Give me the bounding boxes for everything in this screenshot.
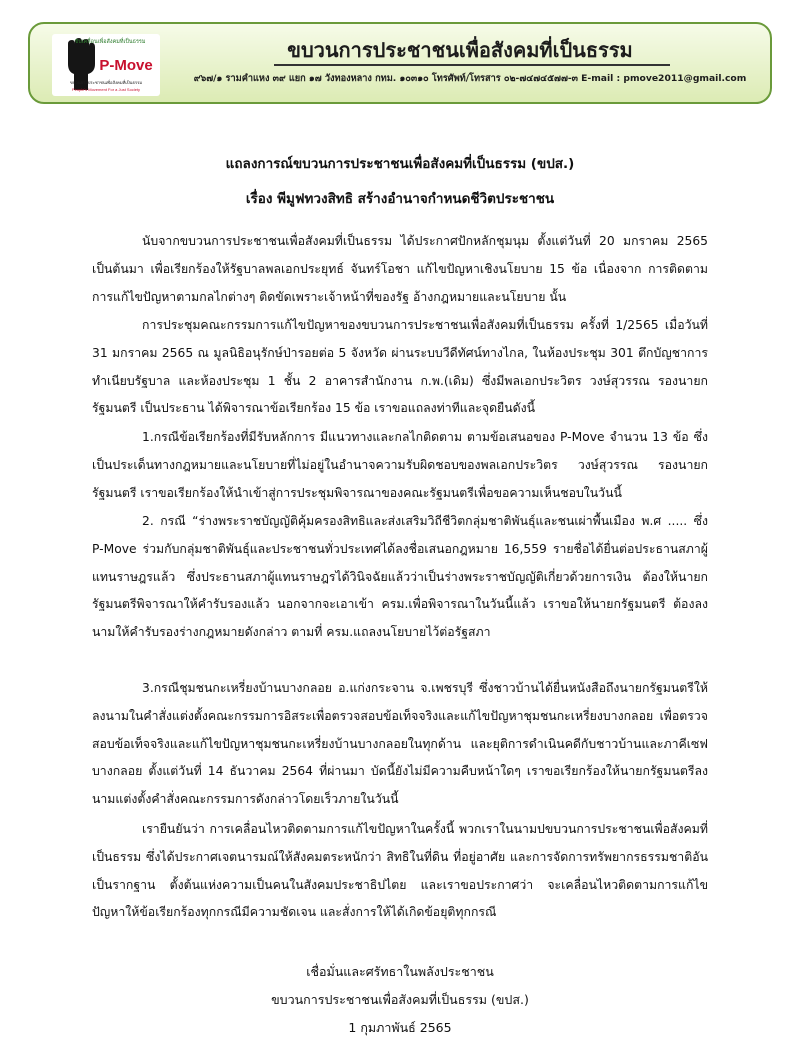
paragraph-point-2: 2. กรณี “ร่างพระราชบัญญัติคุ้มครองสิทธิและส่งเสริมวิถีชีวิตกลุ่มชาติพันธุ์และชนเผ่าพื้นเมือง พ.ศ ..... ซึ่ง P-Move ร่วมกับกลุ่มชาติพันธุ์และประชาชนทั่วประเทศได้ลงชื่อเสนอกฎหมาย 16,559 รายชื่อได้ยื่นต่อประธานสภาผู้แทนราษฎรแล้ว ซึ่งประธานสภาผู้แทนราษฎรได้วินิจฉัยแล้วว่าเป็นร่างพระราชบัญญัติเกี่ยวด้วยการเงิน ต้องให้นายกรัฐมนตรีพิจารณาให้คำรับรองแล้ว นอกจากจะเอาเข้า ครม.เพื่อพิจารณาในวันนี้แล้ว เราขอให้นายกรัฐมนตรี ต้องลงนามให้คำรับรองร่างกฎหมายดังกล่าว ตามที่ ครม.แถลงนโยบายไว้ต่อรัฐสภา — [92, 514, 708, 640]
statement-subject: เรื่อง พีมูฟทวงสิทธิ สร้างอำนาจกำหนดชีวิตประชาชน — [245, 191, 555, 207]
paragraph-point-1: 1.กรณีข้อเรียกร้องที่มีรับหลักการ มีแนวทางและกลไกติดตาม ตามข้อเสนอของ P-Move จำนวน 13 ข้อ ซึ่งเป็นประเด็นทางกฎหมายและนโยบายที่ไม่อยู่ในอำนาจความรับผิดชอบของพลเอกประวิตร วงษ์สุวรรณ รองนายกรัฐมนตรี เราขอเรียกร้องให้นำเข้าสู่การประชุมพิจารณาของคณะรัฐมนตรีเพื่อขอความเห็นชอบในวันนี้ — [92, 430, 708, 500]
logo-arc-text: ขับเคลื่อนเพื่อสังคมที่เป็นธรรม — [74, 39, 146, 45]
logo-name: P-Move — [99, 57, 153, 74]
letterhead — [28, 22, 772, 104]
paragraph-meeting: การประชุมคณะกรรมการแก้ไขปัญหาของขบวนการประชาชนเพื่อสังคมที่เป็นธรรม ครั้งที่ 1/2565 เมื่อวันที่ 31 มกราคม 2565 ณ มูลนิธิอนุรักษ์ป่ารอยต่อ 5 จังหวัด ผ่านระบบวีดีทัศน์ทางไกล, ในห้องประชุม 301 ตึกบัญชาการ ทำเนียบรัฐบาล และห้องประชุม 1 ชั้น 2 อาคารสำนักงาน ก.พ.(เดิม) ซึ่งมีพลเอกประวิตร วงษ์สุวรรณ รองนายกรัฐมนตรี เป็นประธาน ได้พิจารณาข้อเรียกร้อง 15 ข้อ เราขอแถลงท่าทีและจุดยืนดังนี้ — [92, 318, 708, 416]
closing-line: เชื่อมั่นและศรัทธาในพลังประชาชน — [306, 964, 494, 979]
logo-tagline-english: People's Movement For a Just Society — [71, 87, 141, 92]
paragraph-conclusion: เรายืนยันว่า การเคลื่อนไหวติดตามการแก้ไขปัญหาในครั้งนี้ พวกเราในนามปขบวนการประชาชนเพื่อสังคมที่เป็นธรรม ซึ่งได้ประกาศเจตนารมณ์ให้สังคมตระหนักว่า สิทธิในที่ดิน ที่อยู่อาศัย และการจัดการทรัพยากรธรรมชาติอันเป็นรากฐาน ตั้งต้นแห่งความเป็นคนในสังคมประชาธิปไตย และเราขอประกาศว่า จะเคลื่อนไหวติดตามการแก้ไขปัญหาให้ข้อเรียกร้องทุกกรณีมีความชัดเจน และสั่งการให้ได้เกิดข้อยุติทุกกรณี — [92, 822, 708, 920]
statement-date: 1 กุมภาพันธ์ 2565 — [348, 1020, 452, 1035]
pmove-logo — [52, 34, 160, 96]
statement-title: แถลงการณ์ขบวนการประชาชนเพื่อสังคมที่เป็นธรรม (ขปส.) — [225, 156, 575, 172]
logo-tagline-thai: ขบวนการประชาชนเพื่อสังคมที่เป็นธรรม — [69, 80, 143, 85]
contact-address: ๙๖๗/๑ รามคำแหง ๓๙ แยก ๑๗ วังทองหลาง กทม. ๑๐๓๑๐ โทรศัพท์/โทรสาร ๐๒-๗๔๗๔๕๗๗-๓ E-mail : pmove2011@gmail.com — [193, 73, 747, 84]
title-underline — [274, 64, 670, 66]
org-name: ขบวนการประชาชนเพื่อสังคมที่เป็นธรรม — [287, 38, 633, 62]
paragraph-intro: นับจากขบวนการประชาชนเพื่อสังคมที่เป็นธรรม ได้ประกาศปักหลักชุมนุม ตั้งแต่วันที่ 20 มกราคม 2565 เป็นต้นมา เพื่อเรียกร้องให้รัฐบาลพลเอกประยุทธ์ จันทร์โอชา แก้ไขปัญหาเชิงนโยบาย 15 ข้อ เนื่องจาก การติดตามการแก้ไขปัญหาตามกลไกต่างๆ ติดขัดเพราะเจ้าหน้าที่ของรัฐ อ้างกฎหมายและนโยบาย นั้น — [92, 234, 708, 304]
signatory: ขบวนการประชาชนเพื่อสังคมที่เป็นธรรม (ขปส.) — [271, 992, 529, 1007]
paragraph-point-3: 3.กรณีชุมชนกะเหรี่ยงบ้านบางกลอย อ.แก่งกระจาน จ.เพชรบุรี ซึ่งชาวบ้านได้ยื่นหนังสือถึงนายกรัฐมนตรีให้ลงนามในคำสั่งแต่งตั้งคณะกรรมการอิสระเพื่อตรวจสอบข้อเท็จจริงและแก้ไขปัญหาชุมชนกะเหรี่ยงบางกลอย เพื่อตรวจสอบข้อเท็จจริงและแก้ไขปัญหาชุมชนกะเหรี่ยงบ้านบางกลอยในทุกด้าน และยุติการดำเนินคดีกับชาวบ้านและภาคีเซฟบางกลอย ตั้งแต่วันที่ 14 ธันวาคม 2564 ที่ผ่านมา บัดนี้ยังไม่มีความคืบหน้าใดๆ เราขอเรียกร้องให้นายกรัฐมนตรีลงนามแต่งตั้งคำสั่งคณะกรรมการดังกล่าวโดยเร็วภายในวันนี้ — [92, 681, 708, 807]
